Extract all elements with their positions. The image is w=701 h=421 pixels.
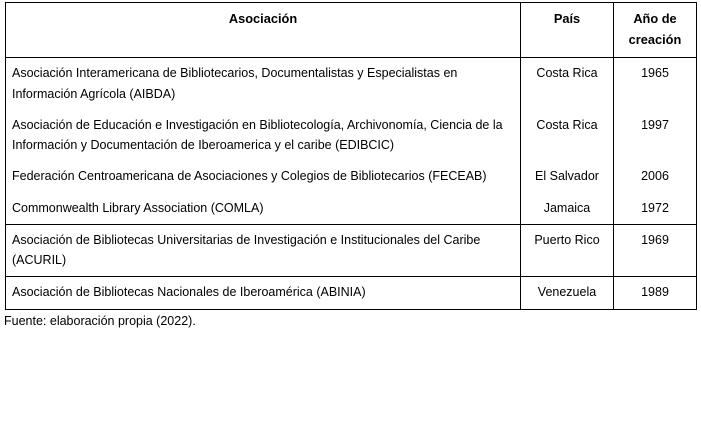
cell-country: Puerto Rico xyxy=(521,224,614,277)
table-row xyxy=(6,161,697,192)
source-note: Fuente: elaboración propia (2022). xyxy=(4,313,196,328)
column-header-year-line2: creación xyxy=(628,31,682,47)
cell-association: Asociación de Educación e Investigación en Bibliotecología, Archivonomía, Ciencia de la Información y Documentación de Iberoamerica y el caribe (EDIBCIC) xyxy=(6,110,521,162)
cell-country: Jamaica xyxy=(521,193,614,225)
table-header xyxy=(6,3,697,58)
table-row xyxy=(6,277,697,309)
cell-year: 1965 xyxy=(614,58,697,110)
column-header-association: Asociación xyxy=(6,3,521,58)
column-header-country: País xyxy=(521,3,614,58)
cell-year: 1989 xyxy=(614,277,697,309)
cell-country: El Salvador xyxy=(521,161,614,192)
associations-table xyxy=(5,2,697,310)
cell-year: 1972 xyxy=(614,193,697,225)
cell-year: 1997 xyxy=(614,110,697,162)
cell-association: Asociación Interamericana de Bibliotecarios, Documentalistas y Especialistas en Información Agrícola (AIBDA) xyxy=(6,58,521,110)
table-row xyxy=(6,110,697,162)
table-row xyxy=(6,193,697,225)
table-header-row xyxy=(6,3,697,58)
cell-year: 1969 xyxy=(614,224,697,277)
cell-association: Commonwealth Library Association (COMLA) xyxy=(6,193,521,225)
cell-association: Asociación de Bibliotecas Universitarias de Investigación e Institucionales del Caribe (ACURIL) xyxy=(6,224,521,277)
table-body xyxy=(6,58,697,309)
column-header-year xyxy=(614,3,697,58)
cell-country: Costa Rica xyxy=(521,58,614,110)
document-page xyxy=(0,2,701,421)
cell-association: Federación Centroamericana de Asociaciones y Colegios de Bibliotecarios (FECEAB) xyxy=(6,161,521,192)
column-header-year-line1: Año de xyxy=(633,11,677,26)
cell-year: 2006 xyxy=(614,161,697,192)
cell-association: Asociación de Bibliotecas Nacionales de Iberoamérica (ABINIA) xyxy=(6,277,521,309)
table-row xyxy=(6,58,697,110)
cell-country: Venezuela xyxy=(521,277,614,309)
table-row xyxy=(6,224,697,277)
cell-country: Costa Rica xyxy=(521,110,614,162)
